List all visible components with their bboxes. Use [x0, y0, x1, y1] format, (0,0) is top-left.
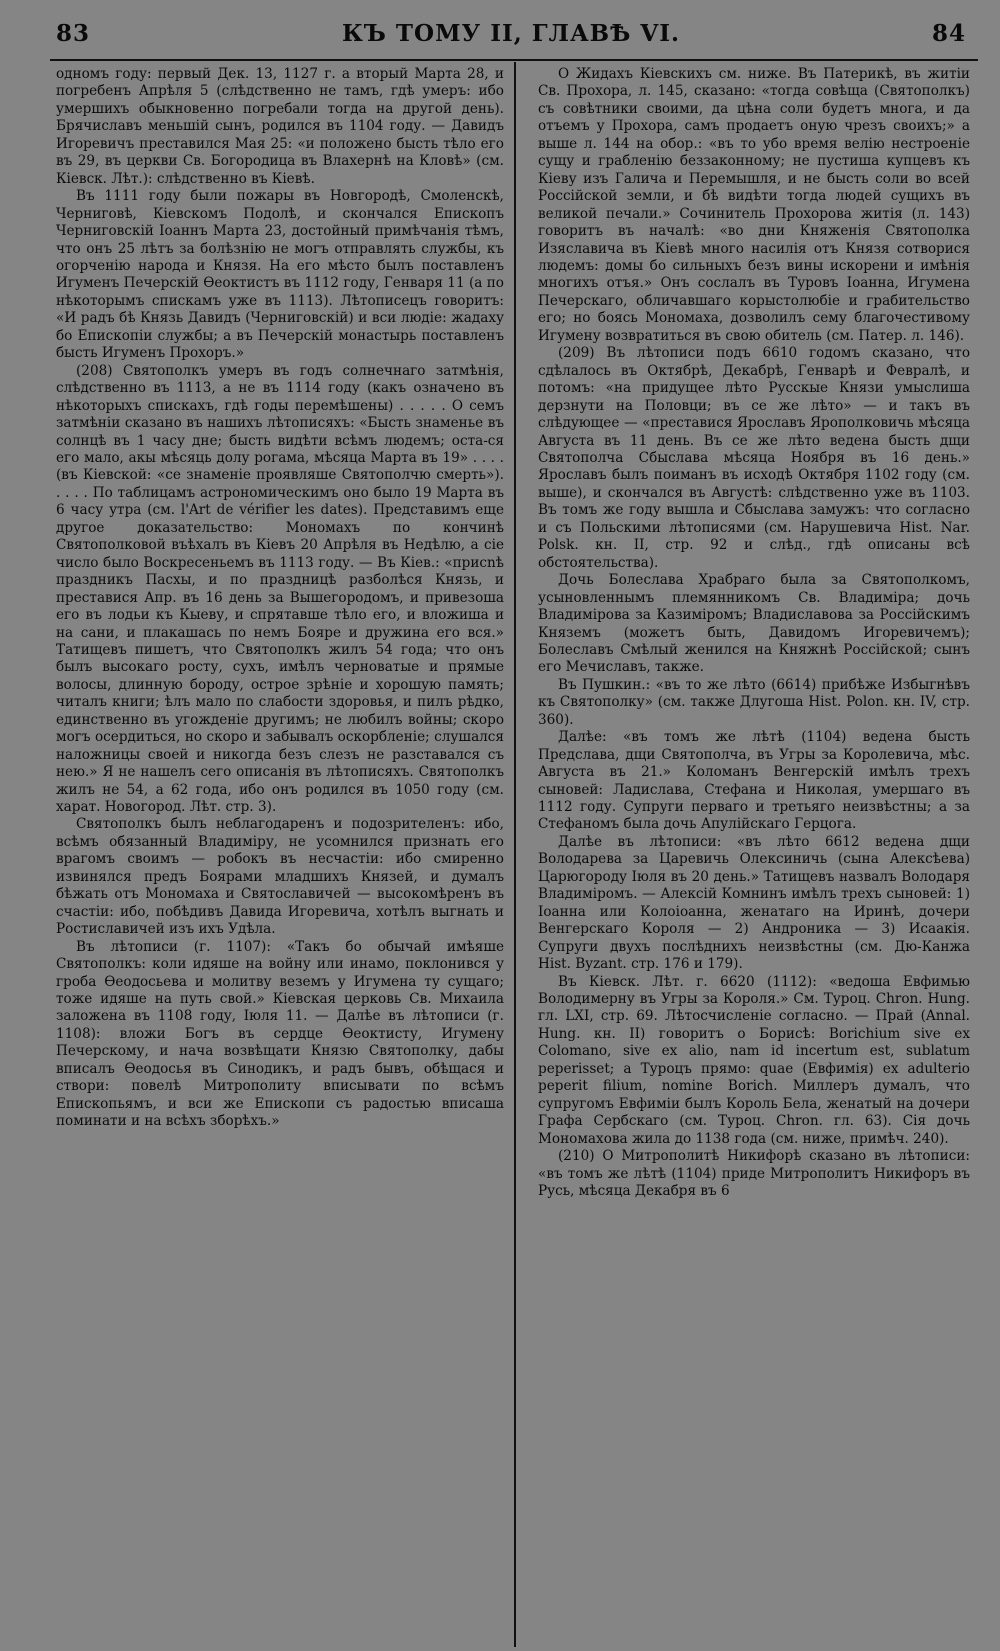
paragraph: Дочь Болеслава Храбраго была за Святополкомъ, усыновленнымъ племянникомъ Св. Владиміра; дочь Владимірова за Казиміромъ; Владиславова за Россійскимъ Княземъ (можетъ быть, Давидомъ Игоревичемъ); Болеславъ Смѣлый женился на Княжнѣ Россійской; сынъ его Мечиславъ, также.: [538, 572, 970, 676]
paragraph: Святополкъ былъ неблагодаренъ и подозрителенъ: ибо, всѣмъ обязанный Владиміру, не усомнился признать его врагомъ своимъ — робокъ въ несчастіи: ибо смиренно извинялся предъ Боярами младшихъ Князей, и думалъ бѣжать отъ Мономаха и Святославичей — высокомѣренъ въ счастіи: ибо, побѣдивъ Давида Игоревича, хотѣлъ выгнать и Ростиславичей изъ ихъ Удѣла.: [56, 816, 504, 938]
paragraph: Далѣе въ лѣтописи: «въ лѣто 6612 ведена дщи Володарева за Царевичь Олексиничь (сына Алексѣева) Царюгороду Іюля въ 20 день.» Татищевъ назвалъ Володаря Владиміромъ. — Алексій Комнинъ имѣлъ трехъ сыновей: 1) Іоанна или Колоіоанна, женатаго на Иринѣ, дочери Венгерскаго Короля — 2) Андроника — 3) Исаакія. Супруги двухъ послѣднихъ неизвѣстны (см. Дю-Канжа Hist. Byzant. стр. 176 и 179).: [538, 833, 970, 973]
paragraph: Далѣе: «въ томъ же лѣтѣ (1104) ведена бысть Предслава, дщи Святополча, въ Угры за Королевича, мѣс. Августа въ 21.» Коломанъ Венгерскій имѣлъ трехъ сыновей: Ладислава, Стефана и Николая, умершаго въ 1112 году. Супруги перваго и третьяго неизвѣстны; а за Стефаномъ была дочь Апулійскаго Герцога.: [538, 729, 970, 833]
paragraph: (208) Святополкъ умеръ въ годъ солнечнаго затмѣнія, слѣдственно въ 1113, а не въ 1114 году (какъ означено въ нѣкоторыхъ спискахъ, гдѣ годы перемѣшены) . . . . . О семъ затмѣніи сказано въ нашихъ лѣтописяхъ: «Бысть знаменье въ солнцѣ въ 1 часу дне; бысть видѣти всѣмъ людемъ; оста-ся его мало, акы мѣсяць долу рогама, мѣсяца Марта въ 19» . . . . (въ Кіевской: «се знаменіе проявляше Святополчю смерть»). . . . . По таблицамъ астрономическимъ оно было 19 Марта въ 6 часу утра (см. l'Art de vérifier les dates). Представимъ еще другое доказательство: Мономахъ по кончинѣ Святополковой въѣхалъ въ Кіевъ 20 Апрѣля въ Недѣлю, а сіе число было Воскресеньемъ въ 1113 году. — Въ Кіев.: «присnѣ праздникъ Пасхы, и по праздницѣ разболѣся Князь, и преставися Апр. въ 16 день за Вышегородомъ, и привезоша его въ лодьи къ Кыеву, и спрятавше тѣло его, и вложиша и на сани, и плакашась по немъ Бояре и дружина его вся.» Татищевъ пишетъ, что Святополкъ жилъ 54 года; что онъ былъ высокаго росту, сухъ, имѣлъ черноватые и прямые волосы, длинную бороду, острое зрѣніе и хорошую память; читалъ книги; ѣлъ мало по слабости здоровья, и пилъ рѣдко, единственно въ угожденіе другимъ; не любилъ войны; скоро могъ осердиться, но скоро и забывалъ оскорбленіе; слушался наложницы своей и никогда безъ слезъ не разставался съ нею.» Я не нашелъ сего описанія въ лѣтописяхъ. Святополкъ жилъ не 54, а 62 года, ибо онъ родился въ 1050 году (см. харат. Новогород. Лѣт. стр. 3).: [56, 362, 504, 816]
left-page-number: 83: [56, 20, 91, 47]
header-rule: [50, 59, 978, 61]
paragraph: Въ Пушкин.: «въ то же лѣто (6614) прибѣже Избыгнѣвъ къ Святополку» (см. также Длугоша Hist. Polon. кн. IV, стр. 360).: [538, 676, 970, 728]
paragraph: О Жидахъ Кіевскихъ см. ниже. Въ Патерикѣ, въ житіи Св. Прохора, л. 145, сказано: «тогда совѣща (Святополкъ) съ совѣтники своими, да цѣна соли будетъ многа, и да отъемъ у Прохора, самъ продаетъ оную чрезъ своихъ;» а выше л. 144 на обор.: «въ то убо время велію нестроеніе сущу и грабленію беззаконному; не пустиша купцевъ къ Кіеву изъ Галича и Перемышля, и не бысть соли во всей Россійской земли, и бѣ видѣти тогда людей сущихъ въ великой печали.» Сочинитель Прохорова житія (л. 143) говоритъ въ началѣ: «во дни Княженія Святополка Изяславича въ Кіевѣ много насилія отъ Князя сотворися людемъ: домы бо сильныхъ безъ вины искорени и имѣнія многихъ отъя.» Онъ сослалъ въ Туровъ Іоанна, Игумена Печерскаго, обличавшаго корыстолюбіе и грабительство его; но боясь Мономаха, дозволилъ сему благочестивому Игумену возвратиться въ свою обитель (см. Патер. л. 146).: [538, 66, 970, 344]
page-header: [52, 20, 970, 56]
paragraph: Въ лѣтописи (г. 1107): «Такъ бо обычай имѣяше Святополкъ: коли идяше на войну или инамо, поклонився у гроба Ѳеодосьева и молитву веземъ у Игумена ту сущаго; тоже идяше на путь свой.» Кіевская церковь Св. Михаила заложена въ 1108 году, Іюля 11. — Далѣе въ лѣтописи (г. 1108): вложи Богъ въ сердце Ѳеоктисту, Игумену Печерскому, и нача возвѣщати Князю Святополку, дабы вписалъ Ѳеодосья въ Синодикъ, и радъ бывъ, обѣщася и створи: повелѣ Митрополиту вписывати по всѣмъ Епископьямъ, и вси же Епископи съ радостью вписаша поминати и на всѣхъ зборѣхъ.»: [56, 938, 504, 1130]
paragraph: Въ 1111 году были пожары въ Новгородѣ, Смоленскѣ, Черниговѣ, Кіевскомъ Подолѣ, и скончался Епископъ Черниговскій Іоаннъ Марта 23, достойный примѣчанія тѣмъ, что онъ 25 лѣтъ за болѣзнію не могъ отправлять службы, къ огорченію народа и Князя. На его мѣсто былъ поставленъ Игуменъ Печерскій Ѳеоктистъ въ 1112 году, Генваря 11 (а по нѣкоторымъ спискамъ уже въ 1113). Лѣтописецъ говоритъ: «И радъ бѣ Князь Давидъ (Черниговскій) и вси людіе: жадаху бо Епископіи службы; а въ Печерскій монастырь поставленъ бысть Игуменъ Прохоръ.»: [56, 188, 504, 362]
paragraph: Въ Кіевск. Лѣт. г. 6620 (1112): «ведоша Евфимью Володимерну въ Угры за Короля.» См. Туроц. Chron. Hung. гл. LXI, стр. 69. Лѣтосчисленіе согласно. — Прай (Annal. Hung. кн. II) говоритъ о Борисѣ: Borichium sive ex Colomano, sive ex alio, nam id incertum est, sublatum peperisset; а Туроцъ прямо: quae (Евфимія) ex adulterio peperit filium, nomine Borich. Миллеръ думалъ, что супругомъ Евфиміи былъ Король Бела, женатый на дочери Графа Сербскаго (см. Туроц. Chron. гл. 63). Сія дочь Мономахова жила до 1138 года (см. ниже, примѣч. 240).: [538, 973, 970, 1147]
right-column: [538, 66, 970, 1646]
paragraph: (210) О Митрополитѣ Никифорѣ сказано въ лѣтописи: «въ томъ же лѣтѣ (1104) приде Митрополитъ Никифоръ въ Русь, мѣсяца Декабря въ 6: [538, 1148, 970, 1199]
running-title: КЪ ТОМУ II, ГЛАВѢ VI.: [341, 20, 680, 47]
left-column: [56, 66, 504, 1646]
paragraph: однoмъ году: первый Дек. 13, 1127 г. а вторый Марта 28, и погребенъ Апрѣля 5 (слѣдственно не тамъ, гдѣ умеръ: ибо умершихъ обыкновенно погребали тогда на другой день). Брячиславъ меньшій сынъ, родился въ 1104 году. — Давидъ Игоревичъ преставился Мая 25: «и положено бысть тѣло его въ 29, въ церкви Св. Богородица въ Влахернѣ на Кловѣ» (см. Кіевск. Лѣт.): слѣдственно въ Кіевѣ.: [56, 66, 504, 187]
right-page-number: 84: [931, 20, 966, 47]
paragraph: (209) Въ лѣтописи подъ 6610 годомъ сказано, что сдѣлалось въ Октябрѣ, Декабрѣ, Генварѣ и Февралѣ, и потомъ: «на придущее лѣто Русскые Князи умыслиша дерзнути на Половци; въ се же лѣто» — и такъ въ слѣдующее — «преставися Ярославъ Ярополковичь мѣсяца Августа въ 11 день. Въ се же лѣто ведена бысть дщи Святополча Сбыслава мѣсяца Ноября въ 16 день.» Ярославъ былъ поиманъ въ исходѣ Октября 1102 году (см. выше), и скончался въ Августѣ: слѣдственно уже въ 1103. Въ томъ же году вышла и Сбыслава замужъ: что согласно и съ Польскими лѣтописями (см. Нарушевича Hist. Nar. Polsk. кн. II, стр. 92 и слѣд., гдѣ описаны всѣ обстоятельства).: [538, 345, 970, 571]
column-divider: [514, 62, 516, 1647]
